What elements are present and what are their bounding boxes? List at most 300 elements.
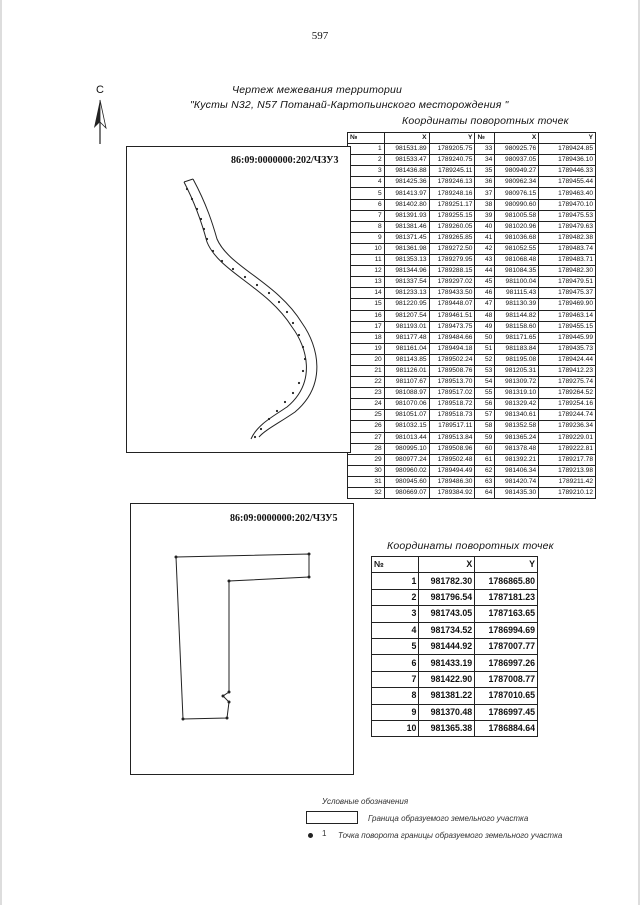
boundary-point-marker [203,228,205,230]
table1-cell: 1789272.50 [429,243,475,254]
table1-header-cell: Y [429,133,475,144]
boundary-point-marker [268,418,270,420]
boundary-point-marker [276,410,278,412]
table2-cell: 981433.19 [419,655,475,671]
table1-cell: 27 [348,432,385,443]
table1-cell: 1789279.95 [429,255,475,266]
table1-cell: 36 [475,177,495,188]
boundary-point-marker [260,428,262,430]
table2-cell: 5 [372,638,419,654]
table1-cell: 1789470.10 [539,199,596,210]
table1-cell: 38 [475,199,495,210]
boundary-point-marker [284,401,286,403]
table1-cell: 981402.80 [384,199,429,210]
table1-cell: 34 [475,155,495,166]
coords-table-2-body [372,557,538,737]
table1-cell: 1 [348,144,385,155]
page-number: 597 [311,30,329,42]
table1-cell: 1789217.78 [539,454,596,465]
table1-row [348,177,596,188]
table1-cell: 981100.04 [495,277,539,288]
table1-cell: 6 [348,199,385,210]
table1-cell: 47 [475,299,495,310]
table1-cell: 1789482.30 [539,266,596,277]
table1-cell: 9 [348,232,385,243]
table1-cell: 980937.05 [495,155,539,166]
table1-row [348,155,596,166]
table1-cell: 37 [475,188,495,199]
table2-cell: 1786994.69 [475,622,538,638]
table1-cell: 981309.72 [495,377,539,388]
table1-cell: 1789260.05 [429,221,475,232]
table1-cell: 1789484.66 [429,332,475,343]
table1-cell: 5 [348,188,385,199]
table1-cell: 1789211.42 [539,476,596,487]
table1-cell: 19 [348,343,385,354]
table1-cell: 980962.34 [495,177,539,188]
table1-cell: 1789483.74 [539,243,596,254]
table1-row [348,199,596,210]
table1-cell: 1789486.30 [429,476,475,487]
table1-cell: 1789475.37 [539,288,596,299]
table1-cell: 981205.31 [495,365,539,376]
table1-cell: 981088.97 [384,388,429,399]
table1-cell: 981220.95 [384,299,429,310]
table1-cell: 1789424.85 [539,144,596,155]
table1-row [348,332,596,343]
table1-cell: 980925.76 [495,144,539,155]
table1-cell: 54 [475,377,495,388]
coords-table-1 [347,132,596,499]
table1-title: Координаты поворотных точек [402,115,569,127]
table1-cell: 981533.47 [384,155,429,166]
table1-cell: 981036.68 [495,232,539,243]
table1-cell: 1789436.10 [539,155,596,166]
table1-cell: 981107.67 [384,377,429,388]
table2-cell: 981370.48 [419,704,475,720]
table1-row [348,421,596,432]
table1-cell: 13 [348,277,385,288]
table1-cell: 981013.44 [384,432,429,443]
table1-row [348,454,596,465]
drawing-title: Чертеж межевания территории [232,84,403,96]
table2-row [372,606,538,622]
table1-cell: 981378.48 [495,443,539,454]
table1-cell: 981425.36 [384,177,429,188]
table2-cell: 1786865.80 [475,573,538,589]
table1-cell: 1789236.34 [539,421,596,432]
boundary-point-marker [298,334,300,336]
table1-cell: 1789248.16 [429,188,475,199]
table1-cell: 1789433.50 [429,288,475,299]
table1-cell: 28 [348,443,385,454]
table1-cell: 18 [348,332,385,343]
table1-cell: 1789473.75 [429,321,475,332]
table2-title: Координаты поворотных точек [387,540,554,552]
boundary-point-marker [254,436,256,438]
table1-cell: 29 [348,454,385,465]
table1-row [348,377,596,388]
table1-cell: 1789251.17 [429,199,475,210]
table1-cell: 1789479.51 [539,277,596,288]
table1-cell: 1789265.85 [429,232,475,243]
table1-cell: 981143.85 [384,354,429,365]
table1-cell: 1789513.70 [429,377,475,388]
table1-row [348,166,596,177]
table1-row [348,188,596,199]
table2-header-cell: № [372,557,419,573]
table1-cell: 981020.96 [495,221,539,232]
table1-cell: 1789518.72 [429,399,475,410]
table2-row [372,671,538,687]
plot-1-label: 86:09:0000000:202/ЧЗУ3 [231,155,339,166]
plot-1-drawing [127,147,350,452]
table1-cell: 8 [348,221,385,232]
boundary-point-marker [298,382,300,384]
table1-row [348,299,596,310]
table1-cell: 1789461.51 [429,310,475,321]
table1-row [348,310,596,321]
table1-cell: 981115.43 [495,288,539,299]
table1-row [348,255,596,266]
boundary-point-marker [200,218,202,220]
table1-cell: 51 [475,343,495,354]
table1-cell: 1789463.40 [539,188,596,199]
table2-cell: 9 [372,704,419,720]
table1-cell: 39 [475,210,495,221]
table1-cell: 981068.48 [495,255,539,266]
table1-cell: 1789518.73 [429,410,475,421]
table1-cell: 1789475.53 [539,210,596,221]
table1-cell: 980977.24 [384,454,429,465]
table1-cell: 1789502.48 [429,454,475,465]
table1-cell: 22 [348,377,385,388]
table1-cell: 3 [348,166,385,177]
table1-cell: 981435.30 [495,488,539,499]
table1-cell: 1789229.01 [539,432,596,443]
table1-cell: 981052.55 [495,243,539,254]
table1-cell: 16 [348,310,385,321]
table1-cell: 1789513.84 [429,432,475,443]
table1-cell: 52 [475,354,495,365]
table1-cell: 1789469.90 [539,299,596,310]
boundary-point-marker [196,208,198,210]
legend-point-label: Точка поворота границы образуемого земельного участка [338,831,563,840]
table1-cell: 980995.10 [384,443,429,454]
table1-cell: 981084.35 [495,266,539,277]
table1-cell: 981126.01 [384,365,429,376]
table1-cell: 1789455.44 [539,177,596,188]
table1-cell: 35 [475,166,495,177]
boundary-point-marker [186,188,188,190]
table1-cell: 46 [475,288,495,299]
table1-cell: 58 [475,421,495,432]
table1-cell: 980945.60 [384,476,429,487]
table1-cell: 64 [475,488,495,499]
table1-cell: 12 [348,266,385,277]
table1-cell: 981365.24 [495,432,539,443]
table1-cell: 26 [348,421,385,432]
table1-cell: 1789288.15 [429,266,475,277]
table1-cell: 981391.93 [384,210,429,221]
boundary-point-marker [206,238,208,240]
legend-point-marker-icon [308,833,313,838]
boundary-point-marker [256,284,258,286]
boundary-point-marker [268,292,270,294]
table2-cell: 2 [372,589,419,605]
table1-row [348,343,596,354]
table1-cell: 981420.74 [495,476,539,487]
table2-cell: 981422.90 [419,671,475,687]
table1-cell: 53 [475,365,495,376]
table2-cell: 1787007.77 [475,638,538,654]
boundary-point-marker [191,198,193,200]
table1-cell: 980990.60 [495,199,539,210]
table2-row [372,655,538,671]
boundary-point-marker [302,370,304,372]
table2-row [372,638,538,654]
coords-table-2 [371,556,538,737]
table1-cell: 1789240.75 [429,155,475,166]
table1-row [348,210,596,221]
table1-cell: 1789246.13 [429,177,475,188]
table1-cell: 981392.21 [495,454,539,465]
table2-cell: 981734.52 [419,622,475,638]
table1-cell: 1789448.07 [429,299,475,310]
table1-cell: 981353.13 [384,255,429,266]
table1-cell: 62 [475,465,495,476]
table1-row [348,144,596,155]
table1-cell: 981183.84 [495,343,539,354]
table1-cell: 980960.02 [384,465,429,476]
table1-row [348,288,596,299]
table1-cell: 981161.04 [384,343,429,354]
table2-row [372,573,538,589]
table1-cell: 981070.06 [384,399,429,410]
table1-cell: 1789254.16 [539,399,596,410]
table2-cell: 1787181.23 [475,589,538,605]
table1-cell: 981195.08 [495,354,539,365]
table1-cell: 1789483.71 [539,255,596,266]
table1-cell: 55 [475,388,495,399]
table1-cell: 1789424.44 [539,354,596,365]
table1-cell: 1789502.24 [429,354,475,365]
drawing-subtitle: "Кусты N32, N57 Потанай-Картопьинского месторождения " [190,99,509,111]
table1-cell: 981032.15 [384,421,429,432]
table1-cell: 1789517.02 [429,388,475,399]
table1-cell: 32 [348,488,385,499]
table1-cell: 61 [475,454,495,465]
table1-cell: 1789445.99 [539,332,596,343]
table1-row [348,232,596,243]
table2-cell: 7 [372,671,419,687]
table1-cell: 1789455.15 [539,321,596,332]
table1-cell: 1789435.73 [539,343,596,354]
table1-header-cell: X [384,133,429,144]
table2-cell: 1786997.26 [475,655,538,671]
boundary-point-marker [278,301,280,303]
north-arrow-icon [92,98,108,144]
table2-cell: 981444.92 [419,638,475,654]
table1-row [348,266,596,277]
plot-2-label: 86:09:0000000:202/ЧЗУ5 [230,513,338,524]
table2-cell: 1786997.45 [475,704,538,720]
table1-cell: 7 [348,210,385,221]
table2-header-row [372,557,538,573]
table1-cell: 981381.46 [384,221,429,232]
table1-cell: 1789275.74 [539,377,596,388]
table1-cell: 980949.27 [495,166,539,177]
table1-cell: 1789494.18 [429,343,475,354]
table1-cell: 1789479.63 [539,221,596,232]
table1-cell: 981406.34 [495,465,539,476]
table2-cell: 981796.54 [419,589,475,605]
table1-cell: 60 [475,443,495,454]
table1-cell: 981171.65 [495,332,539,343]
table1-cell: 44 [475,266,495,277]
table1-cell: 21 [348,365,385,376]
table1-cell: 981413.97 [384,188,429,199]
table1-cell: 1789412.23 [539,365,596,376]
plot-2-drawing [131,504,353,774]
table2-cell: 1 [372,573,419,589]
table1-cell: 981531.89 [384,144,429,155]
table1-cell: 57 [475,410,495,421]
table1-cell: 1789210.12 [539,488,596,499]
table1-cell: 63 [475,476,495,487]
table1-cell: 981340.61 [495,410,539,421]
table1-cell: 45 [475,277,495,288]
table1-cell: 980976.15 [495,188,539,199]
boundary-point-marker [302,346,304,348]
table1-cell: 981352.58 [495,421,539,432]
table2-header-cell: X [419,557,475,573]
table1-cell: 59 [475,432,495,443]
table1-cell: 981436.88 [384,166,429,177]
table2-cell: 3 [372,606,419,622]
table1-cell: 23 [348,388,385,399]
boundary-point-marker [304,358,306,360]
table2-cell: 981743.05 [419,606,475,622]
table1-row [348,476,596,487]
table1-cell: 2 [348,155,385,166]
table2-cell: 1787163.65 [475,606,538,622]
table1-cell: 1789222.81 [539,443,596,454]
legend-boundary-swatch [306,811,358,824]
table1-cell: 981337.54 [384,277,429,288]
table1-row [348,365,596,376]
table1-cell: 33 [475,144,495,155]
table2-header-cell: Y [475,557,538,573]
table1-cell: 981130.39 [495,299,539,310]
table2-cell: 4 [372,622,419,638]
table2-cell: 981365.38 [419,720,475,736]
table1-cell: 981319.10 [495,388,539,399]
table1-row [348,399,596,410]
table1-cell: 1789463.14 [539,310,596,321]
boundary-point-marker [286,311,288,313]
table1-cell: 17 [348,321,385,332]
table1-cell: 981361.98 [384,243,429,254]
boundary-point-marker [232,268,234,270]
table1-cell: 1789446.33 [539,166,596,177]
boundary-point-marker [212,250,214,252]
table1-cell: 980669.07 [384,488,429,499]
table1-cell: 14 [348,288,385,299]
table1-cell: 42 [475,243,495,254]
table1-cell: 981329.42 [495,399,539,410]
legend-title: Условные обозначения [322,797,409,806]
table2-cell: 10 [372,720,419,736]
table1-row [348,354,596,365]
page-edge-left [0,0,2,905]
table1-cell: 56 [475,399,495,410]
table1-cell: 1789205.75 [429,144,475,155]
table1-cell: 981207.54 [384,310,429,321]
table2-cell: 981782.30 [419,573,475,589]
table2-row [372,589,538,605]
table1-header-cell: № [348,133,385,144]
table1-cell: 981193.01 [384,321,429,332]
table1-cell: 1789508.76 [429,365,475,376]
table1-cell: 43 [475,255,495,266]
table1-cell: 48 [475,310,495,321]
table2-row [372,720,538,736]
north-label: С [96,84,104,96]
table2-cell: 6 [372,655,419,671]
table1-cell: 981233.13 [384,288,429,299]
table1-row [348,443,596,454]
table1-cell: 1789517.11 [429,421,475,432]
table1-cell: 1789384.92 [429,488,475,499]
legend-point-number: 1 [322,829,327,838]
table2-row [372,704,538,720]
boundary-point-marker [221,260,223,262]
table1-cell: 1789264.52 [539,388,596,399]
table2-cell: 1787008.77 [475,671,538,687]
table1-cell: 1789245.11 [429,166,475,177]
table1-cell: 24 [348,399,385,410]
table1-cell: 981158.60 [495,321,539,332]
table1-cell: 49 [475,321,495,332]
table2-cell: 1786884.64 [475,720,538,736]
table2-cell: 8 [372,688,419,704]
boundary-point-marker [244,276,246,278]
table1-cell: 41 [475,232,495,243]
legend-boundary-label: Граница образуемого земельного участка [368,814,529,823]
table2-row [372,622,538,638]
table1-cell: 50 [475,332,495,343]
table1-cell: 981144.82 [495,310,539,321]
boundary-point-marker [292,392,294,394]
table1-cell: 981371.45 [384,232,429,243]
table1-row [348,221,596,232]
table1-cell: 31 [348,476,385,487]
table1-cell: 981344.96 [384,266,429,277]
table1-row [348,432,596,443]
table1-cell: 1789494.49 [429,465,475,476]
table1-cell: 981051.07 [384,410,429,421]
table1-header-row [348,133,596,144]
table1-cell: 1789244.74 [539,410,596,421]
table1-cell: 20 [348,354,385,365]
plot-frame-1 [126,146,351,453]
table1-row [348,277,596,288]
table1-cell: 11 [348,255,385,266]
table1-cell: 4 [348,177,385,188]
table2-cell: 1787010.65 [475,688,538,704]
table1-row [348,488,596,499]
